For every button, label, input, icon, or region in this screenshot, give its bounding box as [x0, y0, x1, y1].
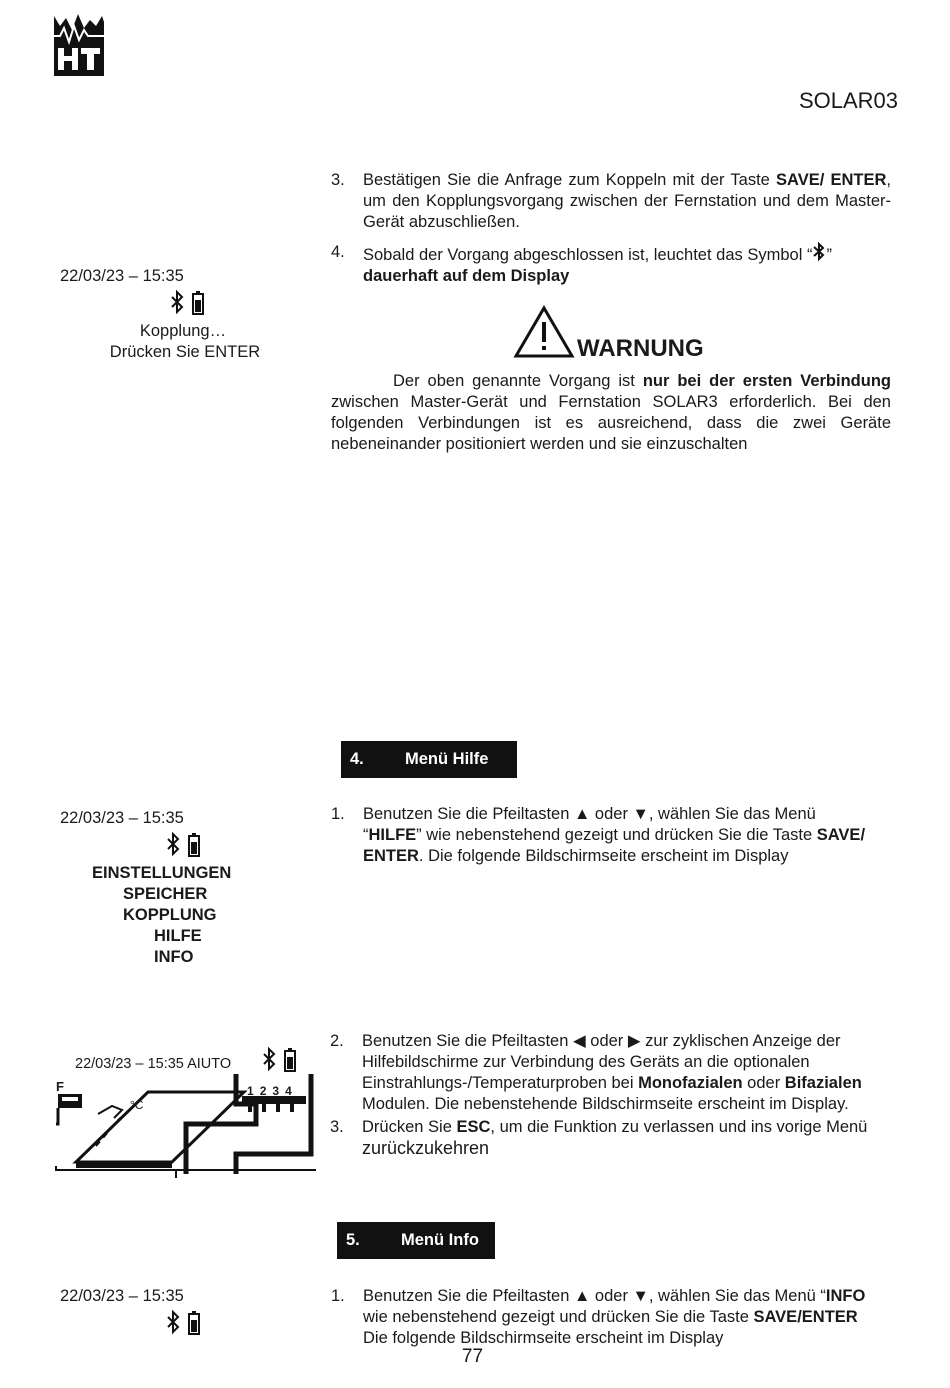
f-label: F: [56, 1079, 64, 1094]
step-info-1: 1. Benutzen Sie die Pfeiltasten ▲ oder ▼, wählen Sie das Menü “INFO wie nebenstehend gezeigt und drücken Sie die Taste SAVE/ENTER Die folgende Bildschirmseite erscheint im Display: [331, 1287, 866, 1347]
warning-triangle-icon: [513, 305, 575, 359]
screen-datetime: 22/03/23 – 15:35: [60, 1287, 184, 1305]
info-screen: [60, 1286, 310, 1341]
page-number: 77: [461, 1346, 484, 1367]
menu-item-help: HILFE: [154, 927, 202, 945]
step-pairing-4: 4. Sobald der Vorgang abgeschlossen ist, leuchtet das Symbol “ ” dauerhaft auf dem Display: [331, 243, 832, 285]
bluetooth-icon: [812, 242, 826, 262]
bluetooth-battery-icon: [162, 831, 206, 859]
arrow-left-icon: ◀: [572, 1032, 586, 1050]
pairing-line-2: Drücken Sie ENTER: [109, 343, 261, 361]
bluetooth-battery-icon: [162, 1309, 206, 1337]
arrow-up-icon: ▲: [573, 1287, 591, 1305]
step-help-1: 1. Benutzen Sie die Pfeiltasten ▲ oder ▼, wählen Sie das Menü “HILFE” wie nebenstehend gezeigt und drücken Sie die Taste SAVE/ ENTER. Die folgende Bildschirmseite erscheint im Display: [331, 805, 866, 865]
screen-datetime: 22/03/23 – 15:35: [60, 267, 184, 285]
menu-item-pairing: KOPPLUNG: [123, 906, 217, 924]
ht-logo: [50, 12, 108, 78]
screen-datetime: 22/03/23 – 15:35 AIUTO: [75, 1056, 232, 1072]
section-4-heading: 4. Menü Hilfe: [341, 741, 517, 778]
step-number: 4.: [331, 243, 345, 261]
key-save-enter: SAVE/ ENTER: [776, 171, 887, 189]
arrow-down-icon: ▼: [632, 1287, 649, 1305]
arrow-down-icon: ▼: [632, 805, 649, 823]
model-name: SOLAR03: [798, 88, 898, 113]
step-help-3: 3. Drücken Sie ESC, um die Funktion zu verlassen und ins vorige Menü zurückzukehren: [330, 1118, 868, 1158]
warning-text: Der oben genannte Vorgang ist nur bei der ersten Verbindung zwischen Master-Gerät und Fernstation SOLAR3 erforderlich. Bei den folgenden Verbindungen ist es ausreichend, dass die zwei Geräte nebeneinander positioniert werden und sie einzuschalten: [331, 372, 891, 453]
help-screen: [56, 1044, 318, 1178]
temperature-label: °C: [130, 1098, 144, 1112]
menu-item-settings: EINSTELLUNGEN: [92, 864, 232, 882]
bluetooth-battery-icon: [166, 289, 210, 317]
arrow-up-icon: ▲: [573, 805, 591, 823]
bluetooth-battery-icon: [260, 1046, 300, 1074]
warning-title: WARNUNG: [577, 335, 704, 362]
menu-item-info: INFO: [154, 948, 194, 966]
screen-datetime: 22/03/23 – 15:35: [60, 809, 184, 827]
arrow-right-icon: ▶: [627, 1032, 641, 1050]
step-help-2: 2. Benutzen Sie die Pfeiltasten ◀ oder ▶ zur zyklischen Anzeige der Hilfebildschirme zur Verbindung des Geräts an die optionalen Einstrahlungs-/Temperaturproben bei Monofazialen oder Bifazialen Modulen. Die nebenstehende Bildschirmseite erscheint im Display.: [330, 1032, 862, 1113]
menu-screen: [60, 808, 310, 968]
menu-item-memory: SPEICHER: [123, 885, 208, 903]
channel-labels: 1234: [247, 1084, 298, 1098]
pairing-screen: [60, 266, 310, 363]
step-pairing-3: 3. Bestätigen Sie die Anfrage zum Koppeln mit der Taste SAVE/ ENTER, um den Kopplungsvorgang zwischen der Fernstation und dem Master-Gerät abzuschließen.: [331, 171, 891, 231]
pairing-line-1: Kopplung…: [139, 322, 227, 340]
section-5-heading: 5. Menü Info: [337, 1222, 495, 1259]
step-number: 3.: [331, 171, 345, 189]
